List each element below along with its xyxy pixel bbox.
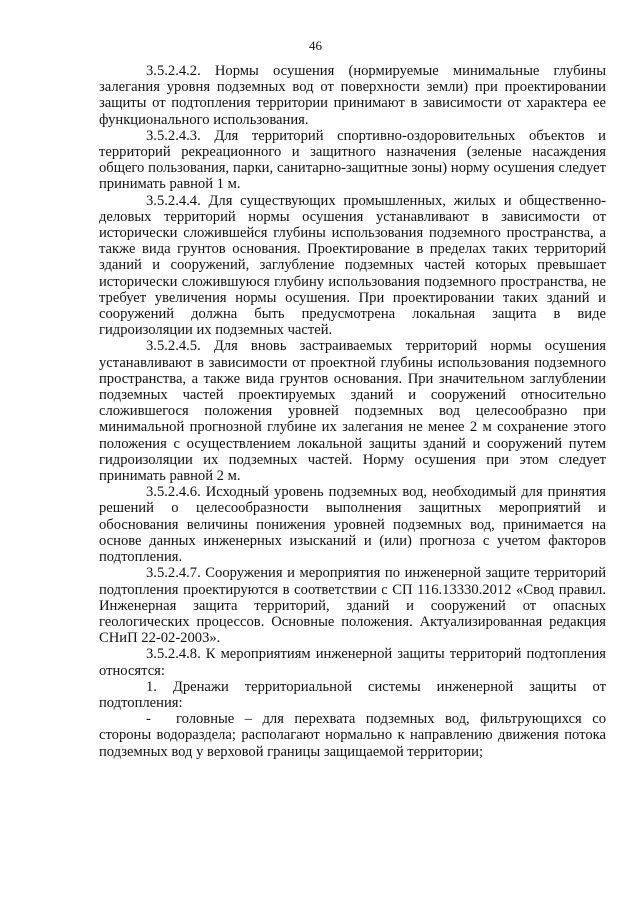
paragraph-3-5-2-4-2: 3.5.2.4.2. Нормы осушения (нормируемые минимальные глубины залегания уровня подземных вод от поверхности земли) при проектировании защиты от подтопления территории принимают в зависимости от характера ее функционального использования. xyxy=(99,63,606,128)
list-item xyxy=(99,711,606,760)
document-body xyxy=(99,63,606,760)
paragraph-3-5-2-4-7: 3.5.2.4.7. Сооружения и мероприятия по инженерной защите территорий подтопления проектируются в соответствии с СП 116.13330.2012 «Свод правил. Инженерная защита территорий, зданий и сооружений от опасных геологических процессов. Основные положения. Актуализированная редакция СНиП 22-02-2003». xyxy=(99,565,606,647)
paragraph-3-5-2-4-4: 3.5.2.4.4. Для существующих промышленных, жилых и общественно-деловых территорий нормы осушения устанавливают в зависимости от исторически сложившейся глубины использования подземного пространства, а также вида грунтов основания. Проектирование в пределах таких территорий зданий и сооружений, заглубление подземных частей которых превышает исторически сложившуюся глубину использования подземного пространства, не требует увеличения нормы осушения. При проектировании таких зданий и сооружений должна быть предусмотрена локальная защита в виде гидроизоляции их подземных частей. xyxy=(99,192,606,339)
paragraph-3-5-2-4-5: 3.5.2.4.5. Для вновь застраиваемых территорий нормы осушения устанавливают в зависимости от проектной глубины использования подземного пространства, а также вида грунтов основания. При значительном заглублении подземных частей проектируемых зданий и сооружений относительно сложившегося положения уровней подземных вод целесообразно при минимальной прогнозной глубине их залегания не менее 2 м сохранение этого положения с осуществлением локальной защиты зданий и сооружений путем гидроизоляции их подземных частей. Норму осушения при этом следует принимать равной 2 м. xyxy=(99,338,606,485)
list-heading-drainage: 1. Дренажи территориальной системы инженерной защиты от подтопления: xyxy=(99,678,606,711)
paragraph-3-5-2-4-8: 3.5.2.4.8. К мероприятиям инженерной защиты территорий подтопления относятся: xyxy=(99,646,606,679)
paragraph-3-5-2-4-6: 3.5.2.4.6. Исходный уровень подземных вод, необходимый для принятия решений о целесообразности выполнения защитных мероприятий и обоснования величины понижения уровней подземных вод, принимается на основе данных инженерных изысканий и (или) прогноза с учетом факторов подтопления. xyxy=(99,484,606,566)
paragraph-3-5-2-4-3: 3.5.2.4.3. Для территорий спортивно-оздоровительных объектов и территорий рекреационного и защитного назначения (зеленые насаждения общего пользования, парки, санитарно-защитные зоны) норму осушения следует принимать равной 1 м. xyxy=(99,127,606,193)
page-number: 46 xyxy=(309,38,322,53)
list-marker: - xyxy=(146,711,151,728)
list-item-text: головные – для перехвата подземных вод, фильтрующихся со стороны водораздела; располагают нормально к направлению движения потока подземных вод у верховой границы защищаемой территории; xyxy=(99,711,606,760)
